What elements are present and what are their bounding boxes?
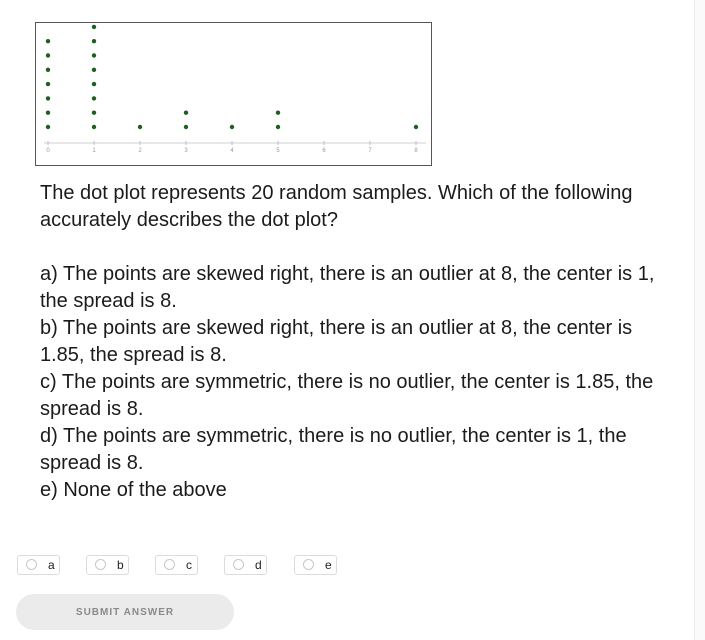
data-point <box>46 39 50 43</box>
option-e-text: e) None of the above <box>40 479 227 501</box>
x-tick-label-0: 0 <box>46 148 50 154</box>
x-tick-label-6: 6 <box>322 148 326 154</box>
choice-d[interactable] <box>224 555 267 575</box>
data-point <box>92 25 96 29</box>
data-point <box>92 125 96 129</box>
option-d-text: d) The points are symmetric, there is no outlier, the center is 1, the spread is 8. <box>40 425 627 474</box>
right-gutter <box>694 0 705 640</box>
data-point <box>46 96 50 100</box>
data-point <box>184 125 188 129</box>
dot-plot <box>35 22 432 166</box>
data-point <box>46 111 50 115</box>
data-point <box>276 125 280 129</box>
radio-icon[interactable] <box>164 559 175 570</box>
data-point <box>46 53 50 57</box>
data-point <box>92 82 96 86</box>
data-point <box>92 53 96 57</box>
choice-a[interactable] <box>17 555 60 575</box>
data-point <box>276 111 280 115</box>
radio-icon[interactable] <box>26 559 37 570</box>
data-point <box>138 125 142 129</box>
x-tick-label-7: 7 <box>368 148 372 154</box>
x-tick-label-3: 3 <box>184 148 188 154</box>
choice-c[interactable] <box>155 555 198 575</box>
question-panel <box>40 180 680 504</box>
data-point <box>230 125 234 129</box>
data-point <box>92 39 96 43</box>
radio-icon[interactable] <box>95 559 106 570</box>
data-point <box>184 111 188 115</box>
option-b-text: b) The points are skewed right, there is an outlier at 8, the center is 1.85, the spread is 8. <box>40 317 633 366</box>
choice-e-label: e <box>325 558 332 572</box>
choice-e[interactable] <box>294 555 337 575</box>
data-point <box>92 111 96 115</box>
plot-frame <box>36 23 432 166</box>
data-point <box>46 82 50 86</box>
x-tick-label-5: 5 <box>276 148 280 154</box>
choice-b-label: b <box>117 558 124 572</box>
x-tick-label-8: 8 <box>414 148 418 154</box>
data-point <box>92 68 96 72</box>
choice-c-label: c <box>186 558 192 572</box>
x-tick-label-1: 1 <box>92 148 96 154</box>
choice-a-label: a <box>48 558 55 572</box>
data-point <box>92 96 96 100</box>
data-point <box>46 68 50 72</box>
option-a-text: a) The points are skewed right, there is an outlier at 8, the center is 1, the spread is 8. <box>40 263 655 312</box>
question-stem: The dot plot represents 20 random samples. Which of the following accurately describes the dot plot? <box>40 182 633 231</box>
choice-b[interactable] <box>86 555 129 575</box>
data-point <box>414 125 418 129</box>
submit-answer-button[interactable]: SUBMIT ANSWER <box>16 594 234 630</box>
data-point <box>46 125 50 129</box>
question-options <box>40 261 680 504</box>
option-c-text: c) The points are symmetric, there is no outlier, the center is 1.85, the spread is 8. <box>40 371 654 420</box>
radio-icon[interactable] <box>303 559 314 570</box>
radio-icon[interactable] <box>233 559 244 570</box>
x-tick-label-2: 2 <box>138 148 142 154</box>
choice-d-label: d <box>255 558 262 572</box>
x-tick-label-4: 4 <box>230 148 234 154</box>
